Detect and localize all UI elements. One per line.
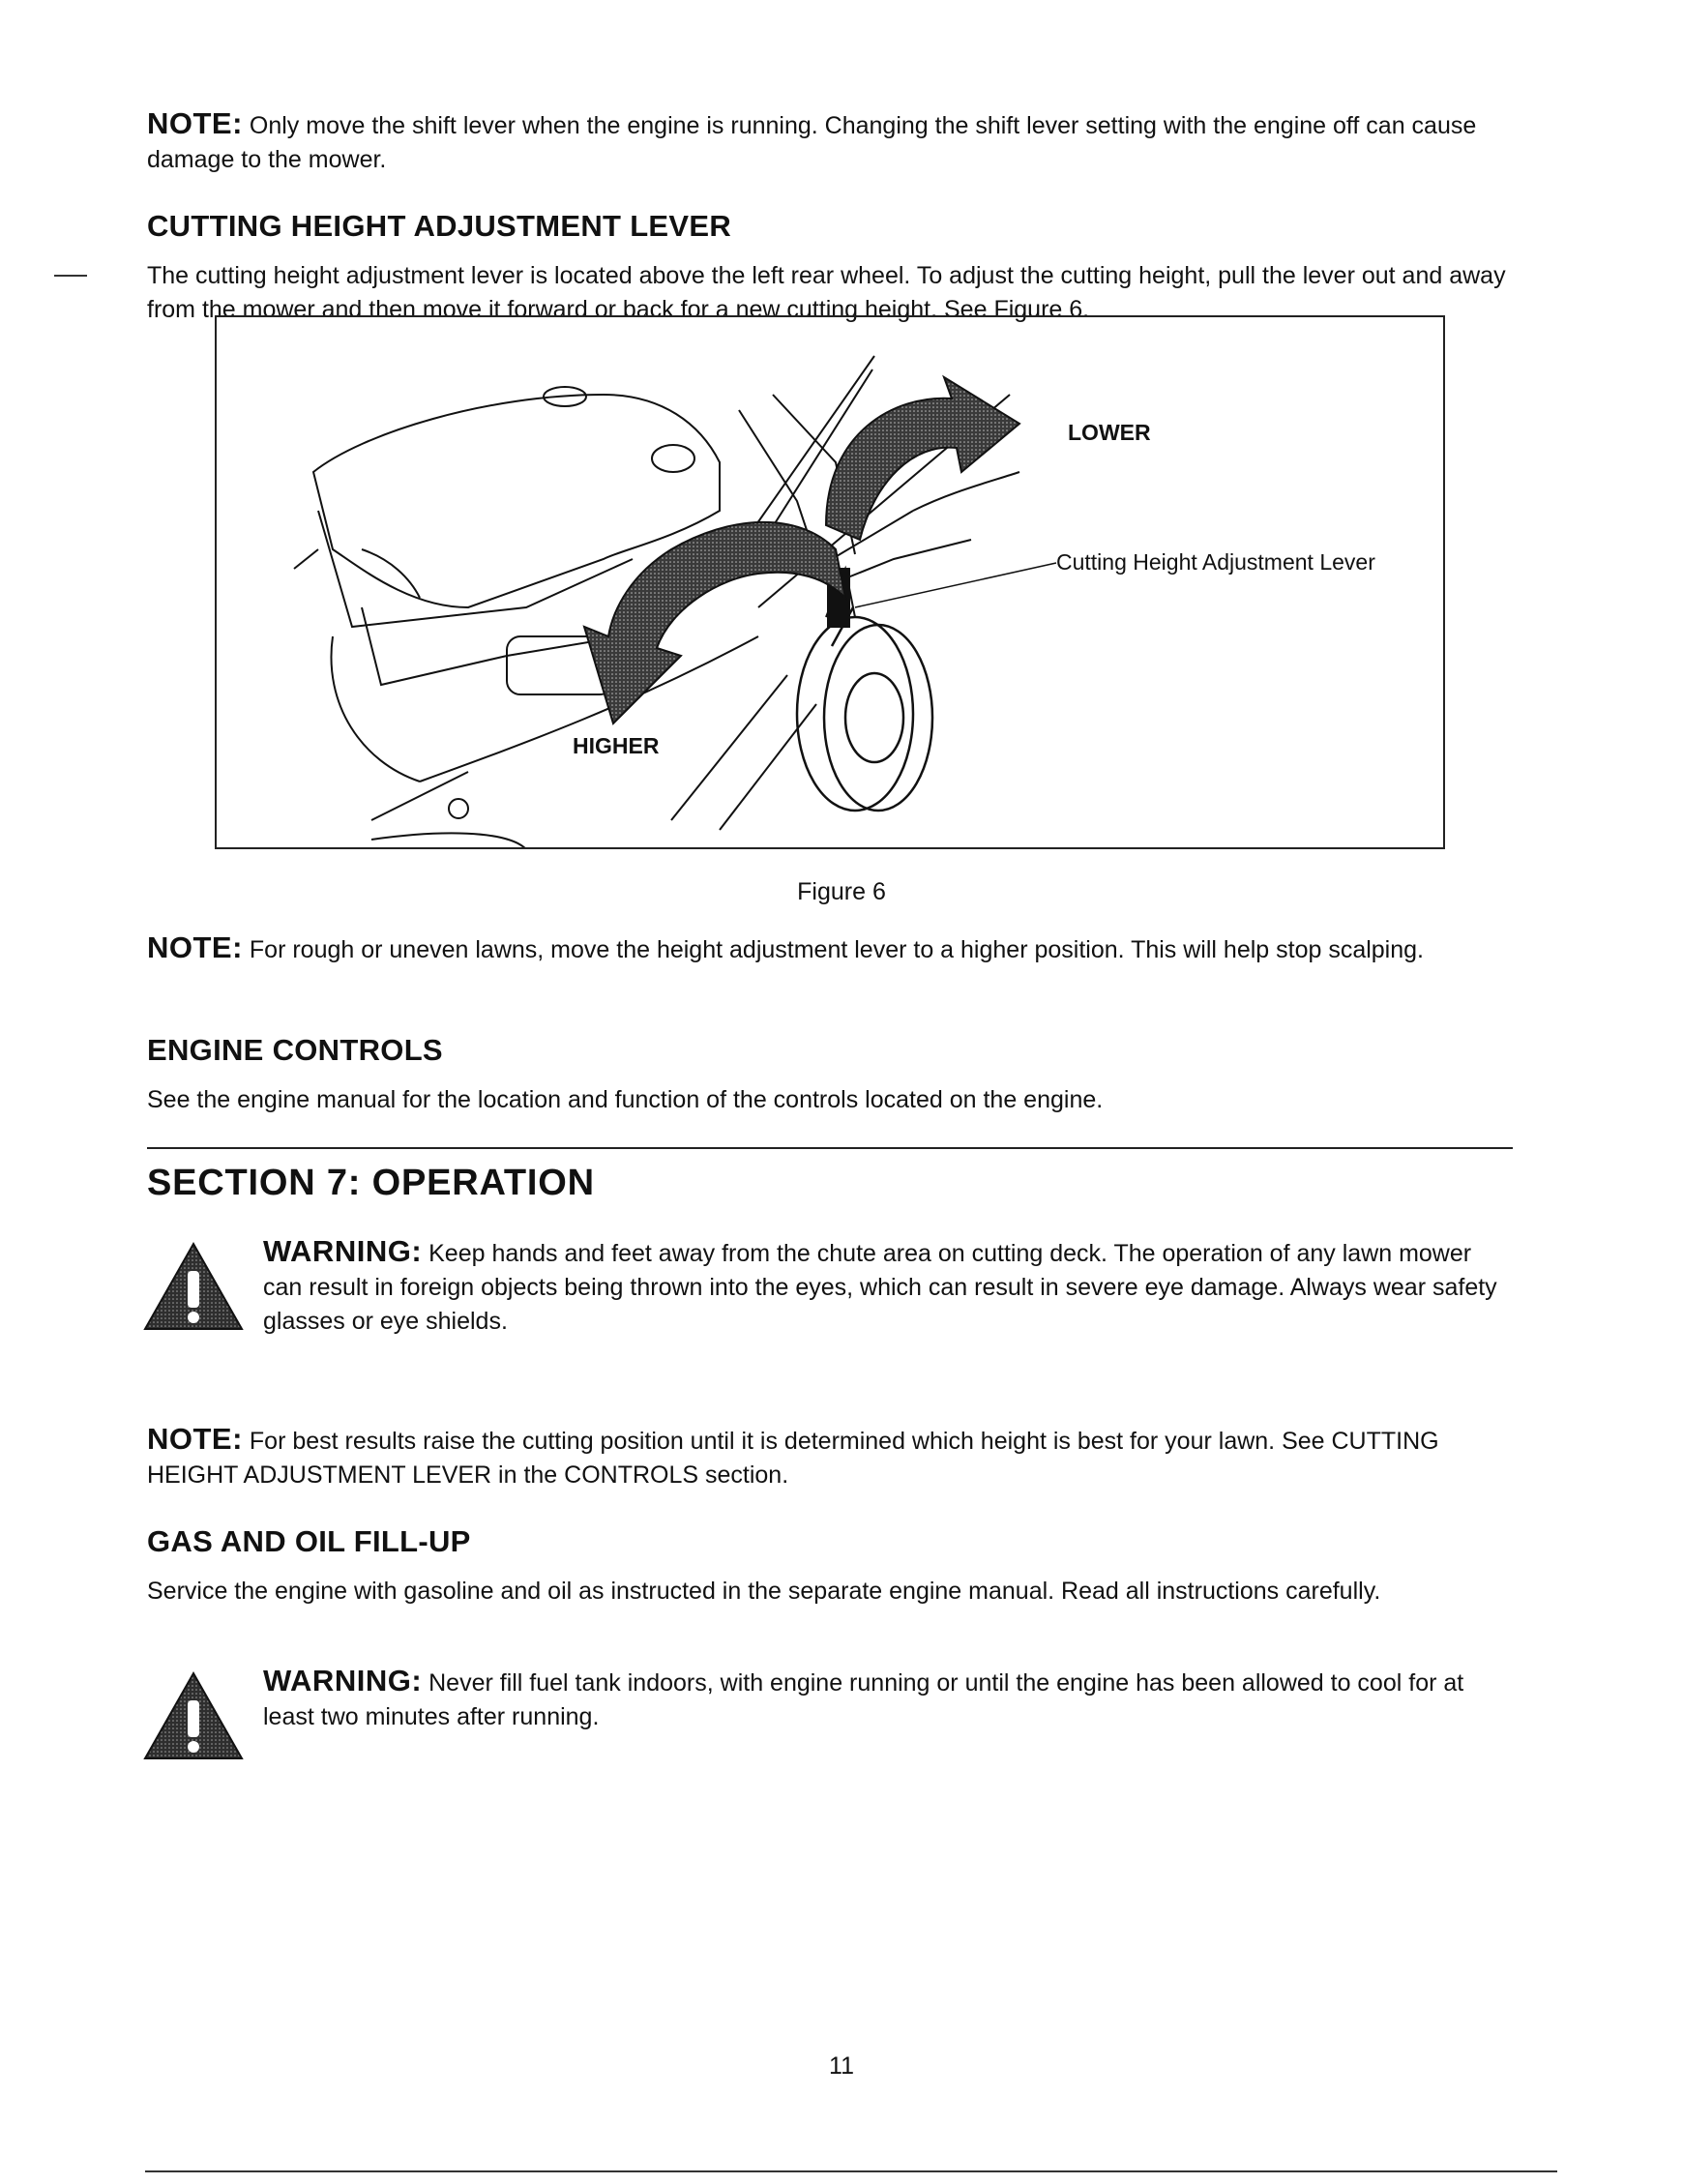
note-shift-lever [147, 106, 1511, 177]
heading-section-7: SECTION 7: OPERATION [147, 1163, 595, 1203]
warning-triangle-icon [141, 1669, 246, 1762]
warning-text: Never fill fuel tank indoors, with engine running or until the engine has been allowed to cool for at least two minutes after running. [263, 1669, 1464, 1730]
note-rough-lawns [147, 930, 1511, 967]
section-divider [147, 1147, 1513, 1149]
figure-6 [215, 315, 1445, 849]
note-label: NOTE: [147, 106, 243, 140]
gas-oil-text: Service the engine with gasoline and oil as instructed in the separate engine manual. Read all instructions carefully. [147, 1578, 1381, 1605]
rear-wheel-drawing [797, 607, 932, 811]
warning-fuel-tank [263, 1664, 1511, 1734]
warning-label: WARNING: [263, 1664, 423, 1697]
note-label: NOTE: [147, 930, 243, 964]
label-cutting-lever: Cutting Height Adjustment Lever [1056, 549, 1375, 575]
note-label: NOTE: [147, 1422, 243, 1456]
margin-mark [54, 275, 87, 277]
note-text: For best results raise the cutting position until it is determined which height is best for your lawn. See CUTTING HEIGHT ADJUSTMENT LEVER in the CONTROLS section. [147, 1428, 1439, 1489]
mower-illustration [217, 317, 1443, 847]
label-higher: HIGHER [573, 733, 660, 758]
bottom-edge-line [145, 2170, 1557, 2172]
heading-gas-oil: GAS AND OIL FILL-UP [147, 1524, 471, 1558]
note-best-results [147, 1422, 1511, 1492]
note-text: For rough or uneven lawns, move the height adjustment lever to a higher position. This will help stop scalping. [249, 936, 1424, 963]
page-number: 11 [829, 2052, 854, 2080]
warning-label: WARNING: [263, 1234, 423, 1268]
arrow-lower-icon [826, 377, 1019, 540]
warning-chute-area [263, 1234, 1511, 1339]
cutting-height-text: The cutting height adjustment lever is located above the left rear wheel. To adjust the cutting height, pull the lever out and away from the mower and then move it forward or back for a new cutting height. See Figure 6. [147, 262, 1506, 323]
leader-line [855, 563, 1056, 607]
heading-cutting-height: CUTTING HEIGHT ADJUSTMENT LEVER [147, 209, 732, 243]
label-lower: LOWER [1068, 420, 1151, 445]
figure-caption: Figure 6 [797, 878, 886, 905]
heading-engine-controls: ENGINE CONTROLS [147, 1033, 443, 1067]
warning-text: Keep hands and feet away from the chute area on cutting deck. The operation of any lawn mower can result in foreign objects being thrown into the eyes, which can result in severe eye damage. Always wear safety glasses or eye shields. [263, 1240, 1497, 1335]
engine-controls-text: See the engine manual for the location and function of the controls located on the engine. [147, 1086, 1104, 1113]
warning-triangle-icon [141, 1240, 246, 1333]
note-text: Only move the shift lever when the engine is running. Changing the shift lever setting with the engine off can cause damage to the mower. [147, 112, 1477, 173]
